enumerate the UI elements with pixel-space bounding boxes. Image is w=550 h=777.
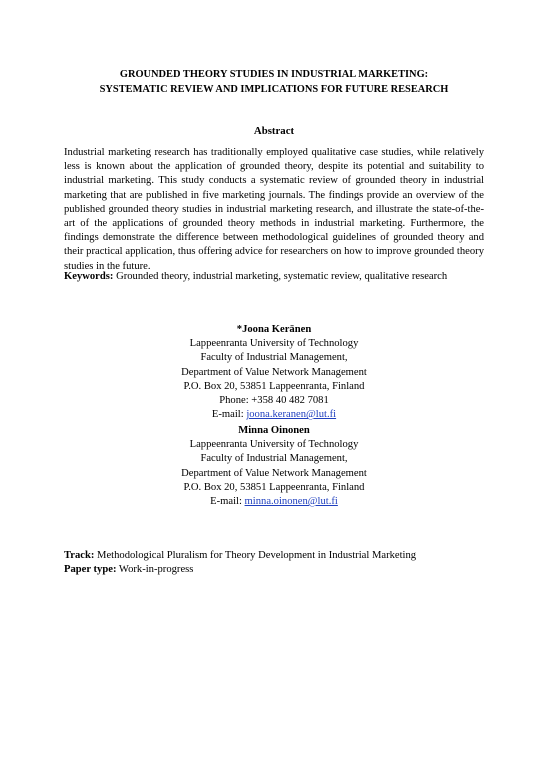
track-block <box>64 549 504 577</box>
author-block-2 <box>64 424 484 509</box>
paper-type-value: Work-in-progress <box>116 564 194 575</box>
author-name: *Joona Keränen <box>236 324 312 335</box>
author-email-line <box>64 495 484 509</box>
author-email-link[interactable]: minna.oinonen@lut.fi <box>244 496 338 508</box>
author-email-label: E-mail: <box>210 496 245 508</box>
author-block-1 <box>64 323 484 422</box>
author-faculty: Faculty of Industrial Management, <box>200 453 348 465</box>
track-label: Track: <box>64 550 95 561</box>
author-name: Minna Oinonen <box>238 425 310 436</box>
author-email-line <box>64 408 484 422</box>
paper-title-line-2: SYSTEMATIC REVIEW AND IMPLICATIONS FOR FUTURE RESEARCH <box>99 84 449 95</box>
keywords-label: Keywords: <box>64 271 114 282</box>
paper-type-label: Paper type: <box>64 564 117 575</box>
abstract-body: Industrial marketing research has traditionally employed qualitative case studies, while relatively less is known about the application of grounded theory, despite its potential and suitability to industrial marketing. This study conducts a systematic review of grounded theory in industrial marketing that are published in five marketing journals. The findings provide an overview of the published grounded theory studies in industrial marketing research, and illustrate the state-of-the-art of the applications of grounded theory methods in industrial marketing. Furthermore, the findings demonstrate the difference between methodological guidelines of grounded theory and their practical application, thus offering advice for researchers on how to improve grounded theory studies in the future. <box>64 147 484 272</box>
author-phone: Phone: +358 40 482 7081 <box>219 395 329 407</box>
paper-title-line-1: GROUNDED THEORY STUDIES IN INDUSTRIAL MARKETING: <box>119 69 429 80</box>
keywords-value: Grounded theory, industrial marketing, systematic review, qualitative research <box>113 271 448 282</box>
track-line <box>64 549 504 563</box>
author-department: Department of Value Network Management <box>181 366 367 378</box>
author-department: Department of Value Network Management <box>181 467 367 479</box>
author-email-label: E-mail: <box>211 409 247 421</box>
author-email-link[interactable]: joona.keranen@lut.fi <box>246 409 337 421</box>
author-faculty: Faculty of Industrial Management, <box>200 352 348 364</box>
paper-title <box>64 67 484 97</box>
paper-type-line <box>64 563 504 577</box>
abstract-heading: Abstract <box>253 125 295 137</box>
track-value: Methodological Pluralism for Theory Development in Industrial Marketing <box>94 550 417 561</box>
keywords-line <box>64 270 504 284</box>
author-address: P.O. Box 20, 53851 Lappeenranta, Finland <box>183 380 365 392</box>
author-university: Lappeenranta University of Technology <box>189 338 359 350</box>
author-university: Lappeenranta University of Technology <box>189 439 359 451</box>
author-address: P.O. Box 20, 53851 Lappeenranta, Finland <box>183 481 365 493</box>
